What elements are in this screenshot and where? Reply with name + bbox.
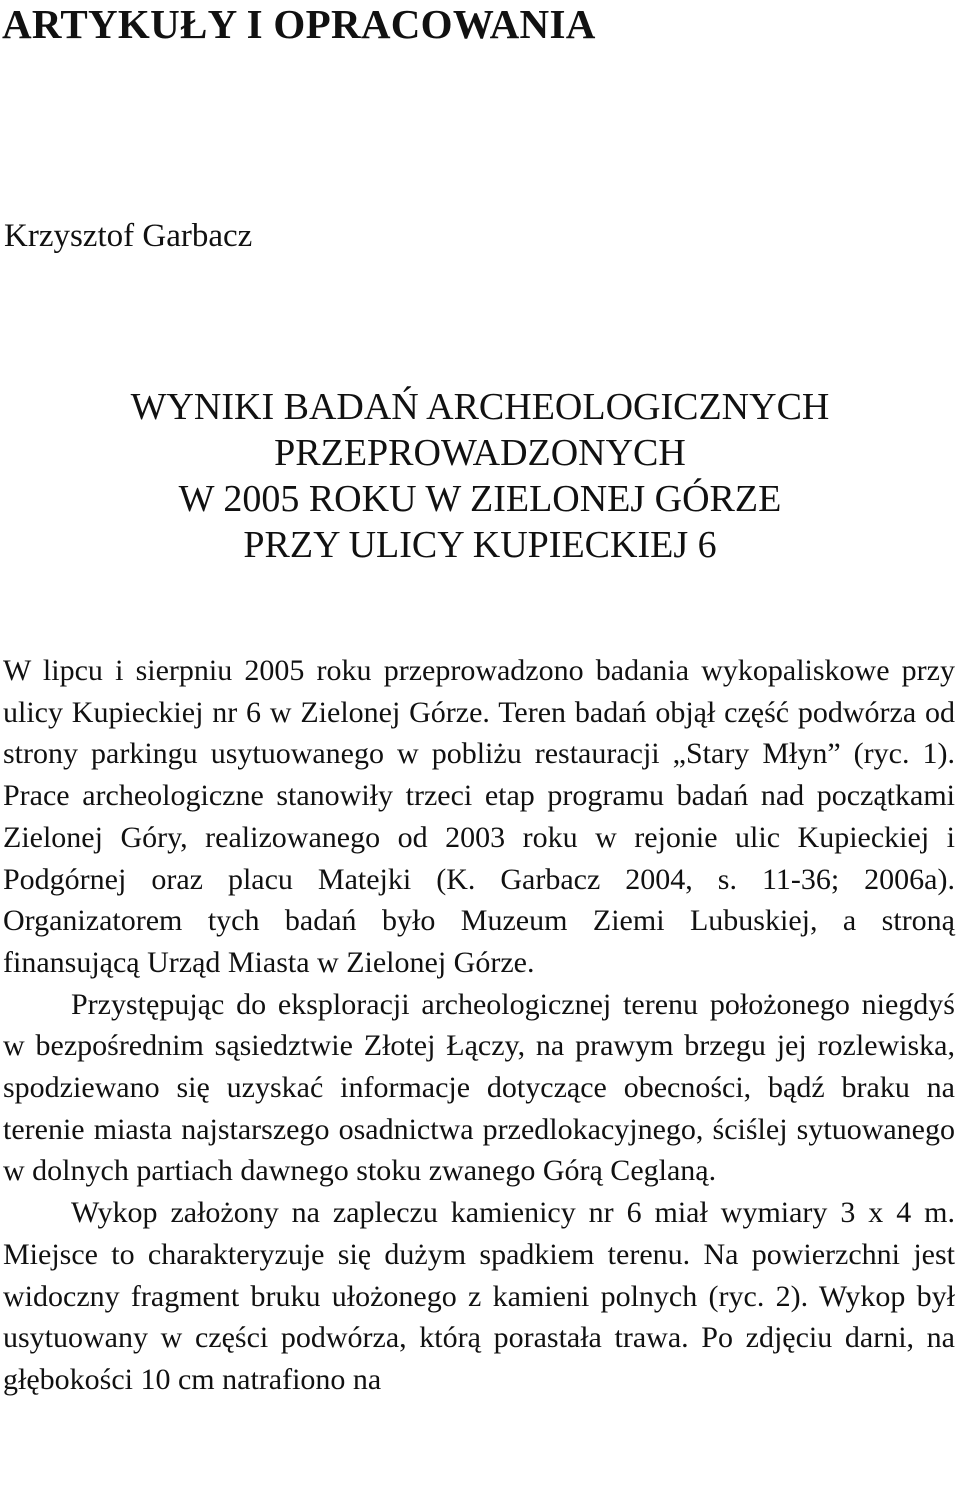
article-title-line: W 2005 ROKU W ZIELONEJ GÓRZE	[178, 478, 782, 520]
body-paragraph: Przystępując do eksploracji archeologicznej terenu położonego niegdyś w bezpośrednim sąsiedztwie Złotej Łączy, na prawym brzegu jej rozlewiska, spodziewano się uzyskać informacje dotyczące obecności, bądź braku na terenie miasta najstarszego osadnictwa przedlokacyjnego, ściślej sytuowanego w dolnych partiach dawnego stoku zwanego Górą Ceglaną.	[3, 987, 955, 1188]
article-title-line: PRZY ULICY KUPIECKIEJ 6	[243, 524, 717, 566]
article-title-line: PRZEPROWADZONYCH	[274, 432, 686, 474]
article-author: Krzysztof Garbacz	[4, 218, 253, 254]
body-paragraph: W lipcu i sierpniu 2005 roku przeprowadzono badania wykopaliskowe przy ulicy Kupieckiej nr 6 w Zielonej Górze. Teren badań objął część podwórza od strony parkingu usytuowanego w pobliżu restauracji „Stary Młyn” (ryc. 1). Prace archeologiczne stanowiły trzeci etap programu badań nad początkami Zielonej Góry, realizowanego od 2003 roku w rejonie ulic Kupieckiej i Podgórnej oraz placu Matejki (K. Garbacz 2004, s. 11-36; 2006a). Organizatorem tych badań było Muzeum Ziemi Lubuskiej, a stroną finansującą Urząd Miasta w Zielonej Górze.	[3, 654, 955, 979]
section-header: ARTYKUŁY I OPRACOWANIA	[2, 1, 596, 47]
body-paragraph: Wykop założony na zapleczu kamienicy nr 6 miał wymiary 3 x 4 m. Miejsce to charakteryzuje się dużym spadkiem terenu. Na powierzchni jest widoczny fragment bruku ułożonego z kamieni polnych (ryc. 2). Wykop był usytuowany w części podwórza, którą porastała trawa. Po zdjęciu darni, na głębokości 10 cm natrafiono na	[3, 1196, 955, 1396]
article-body	[3, 650, 955, 1401]
article-title	[0, 384, 960, 568]
article-title-line: WYNIKI BADAŃ ARCHEOLOGICZNYCH	[130, 386, 830, 428]
